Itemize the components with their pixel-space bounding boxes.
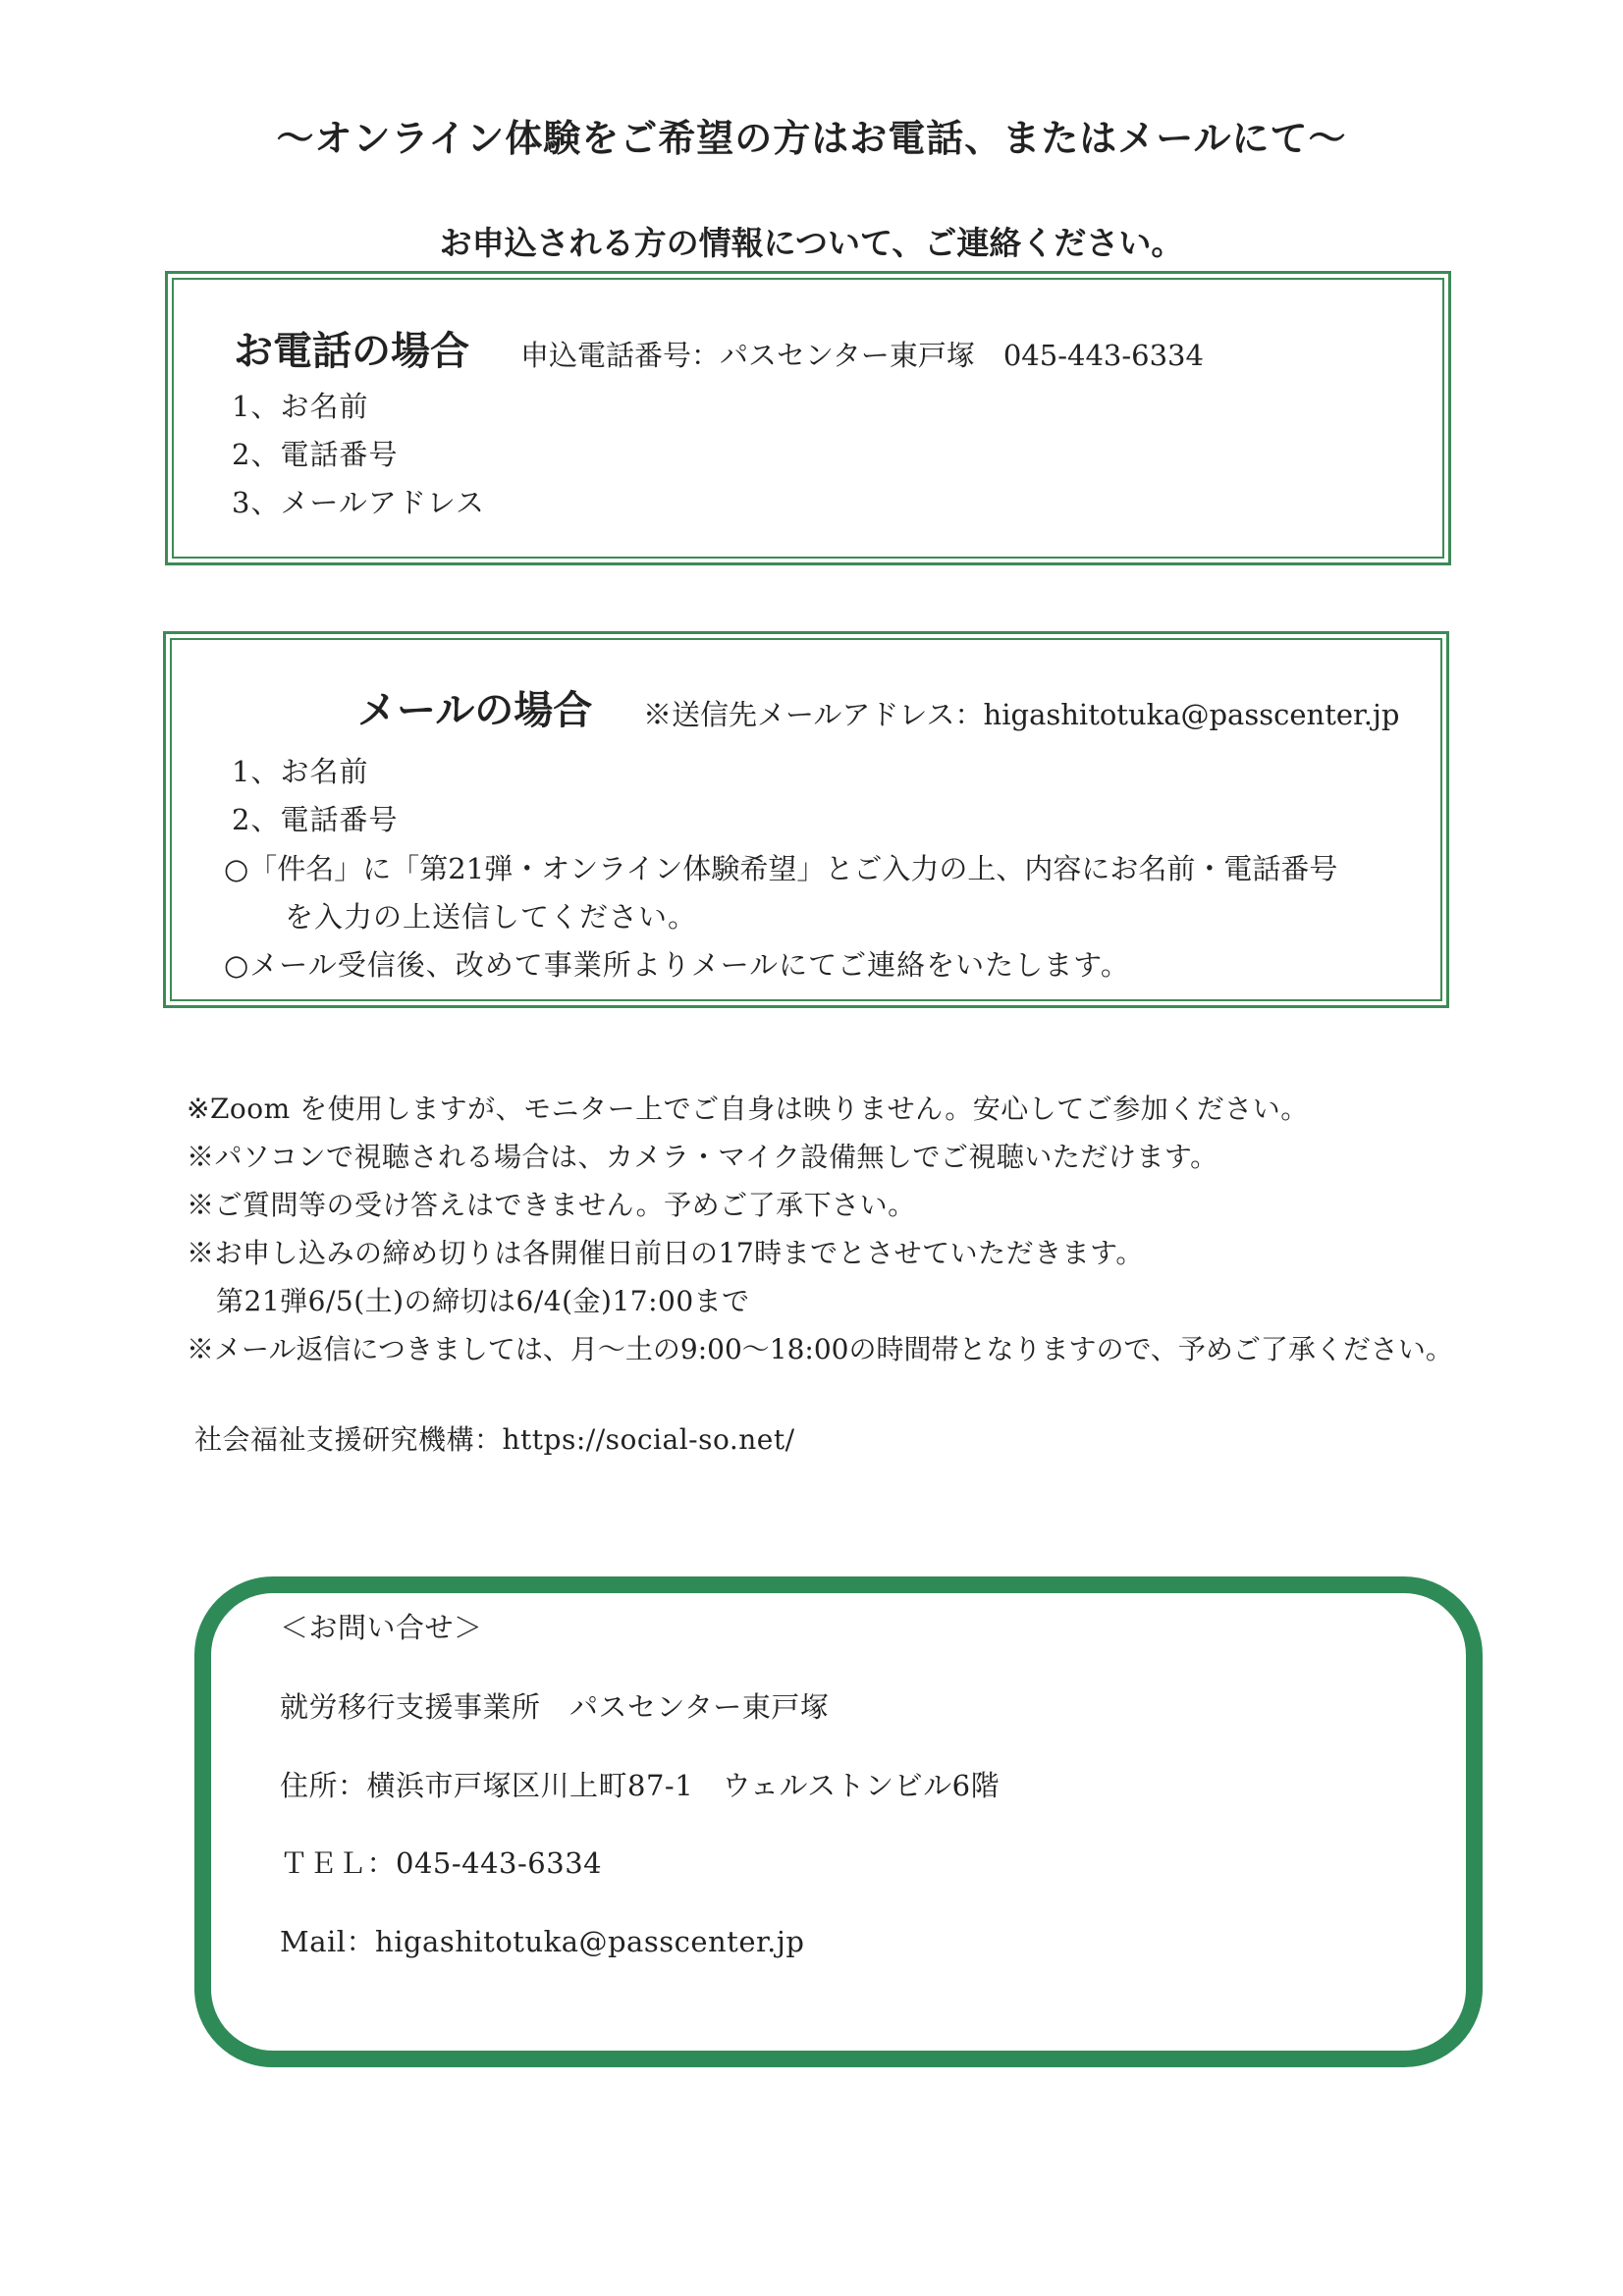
mail-instruction-line2: を入力の上送信してください。 — [285, 900, 698, 934]
note-reply-hours: ※メール返信につきましては、月～土の9:00～18:00の時間帯となりますので、予めご了承ください。 — [187, 1333, 1453, 1365]
contact-mail[interactable]: Mail：higashitotuka@passcenter.jp — [280, 1925, 805, 1958]
mail-item-phone: 2、電話番号 — [232, 803, 399, 836]
note-deadline-21: 第21弾6/5(土)の締切は6/4(金)17:00まで — [216, 1285, 750, 1317]
contact-heading: ＜お問い合せ＞ — [280, 1611, 483, 1644]
org-link[interactable]: 社会福祉支援研究機構：https://social-so.net/ — [194, 1423, 795, 1456]
phone-section-heading: お電話の場合 — [234, 329, 469, 374]
phone-item-email: 3、メールアドレス — [232, 486, 486, 519]
phone-item-name: 1、お名前 — [232, 390, 369, 423]
note-zoom: ※Zoom を使用しますが、モニター上でご自身は映りません。安心してご参加ください。 — [187, 1093, 1309, 1125]
mail-followup: ○メール受信後、改めて事業所よりメールにてご連絡をいたします。 — [224, 948, 1130, 982]
page-title: ～オンライン体験をご希望の方はお電話、またはメールにて～ — [276, 117, 1347, 160]
phone-number-info: 申込電話番号：パスセンター東戸塚 045-443-6334 — [520, 339, 1204, 372]
page-subtitle: お申込される方の情報について、ご連絡ください。 — [439, 224, 1184, 262]
note-pc: ※パソコンで視聴される場合は、カメラ・マイク設備無しでご視聴いただけます。 — [187, 1141, 1218, 1173]
note-deadline: ※お申し込みの締め切りは各開催日前日の17時までとさせていただきます。 — [187, 1237, 1144, 1269]
contact-box — [194, 1576, 1483, 2067]
mail-address-info: ※送信先メールアドレス：higashitotuka@passcenter.jp — [643, 698, 1400, 731]
mail-instruction-line1: ○「件名」に「第21弾・オンライン体験希望」とご入力の上、内容にお名前・電話番号 — [224, 852, 1338, 885]
contact-tel: ＴＥＬ：045-443-6334 — [280, 1846, 603, 1880]
mail-section-heading: メールの場合 — [357, 688, 593, 733]
contact-office: 就労移行支援事業所 パスセンター東戸塚 — [280, 1690, 830, 1724]
mail-item-name: 1、お名前 — [232, 755, 369, 788]
phone-item-phone: 2、電話番号 — [232, 438, 399, 471]
note-questions: ※ご質問等の受け答えはできません。予めご了承下さい。 — [187, 1189, 916, 1221]
contact-address: 住所：横浜市戸塚区川上町87-1 ウェルストンビル6階 — [280, 1769, 1001, 1802]
